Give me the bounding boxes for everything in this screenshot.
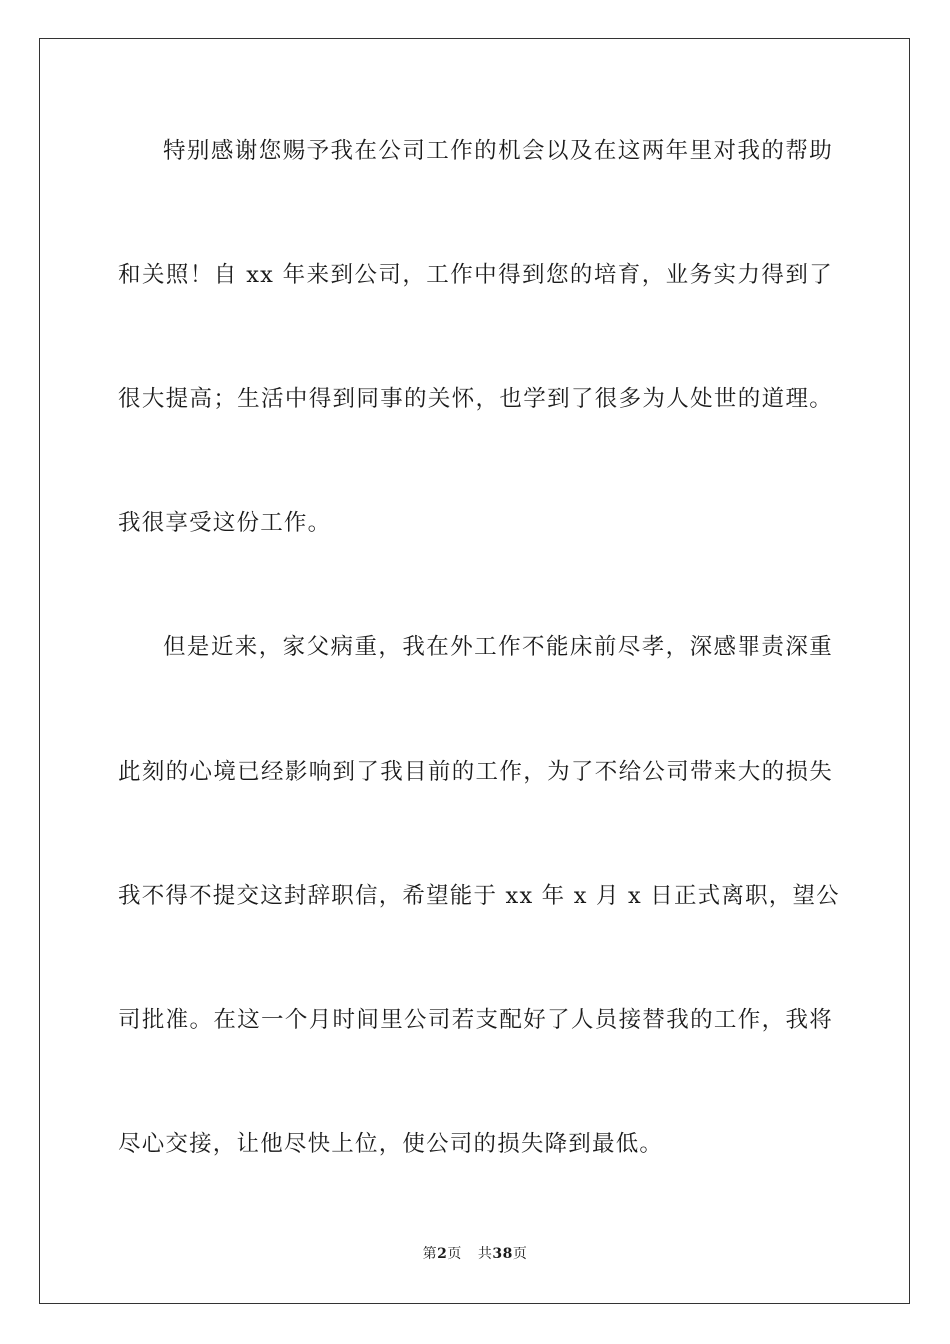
page-suffix: 页	[447, 1246, 462, 1262]
total-prefix: 共	[477, 1246, 493, 1262]
total-suffix: 页	[512, 1246, 528, 1262]
text-line: 此刻的心境已经影响到了我目前的工作，为了不给公司带来大的损失	[118, 759, 833, 785]
page-number: 2	[437, 1246, 448, 1262]
page-footer	[0, 1244, 950, 1264]
text-line: 和关照！自 xx 年来到公司，工作中得到您的培育，业务实力得到了	[118, 262, 833, 288]
page-prefix: 第	[422, 1246, 438, 1262]
text-line: 但是近来，家父病重，我在外工作不能床前尽孝，深感罪责深重	[163, 634, 833, 660]
text-line: 尽心交接，让他尽快上位，使公司的损失降到最低。	[118, 1131, 664, 1157]
text-line: 我很享受这份工作。	[118, 510, 332, 536]
text-line: 我不得不提交这封辞职信，希望能于 xx 年 x 月 x 日正式离职，望公	[118, 883, 840, 909]
page-border	[39, 38, 910, 1304]
total-pages: 38	[492, 1246, 513, 1262]
text-line: 司批准。在这一个月时间里公司若支配好了人员接替我的工作，我将	[118, 1007, 833, 1033]
text-line: 很大提高；生活中得到同事的关怀，也学到了很多为人处世的道理。	[118, 386, 833, 412]
text-line: 特别感谢您赐予我在公司工作的机会以及在这两年里对我的帮助	[163, 138, 833, 164]
